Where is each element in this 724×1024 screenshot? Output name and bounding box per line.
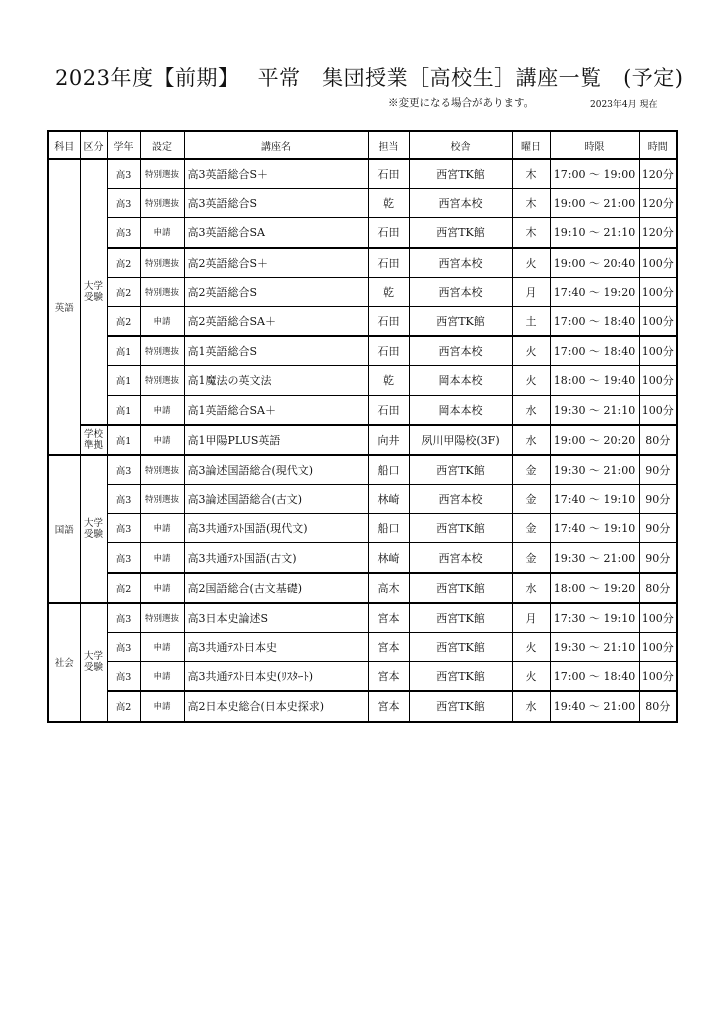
cell-school: 西宮本校 — [409, 277, 512, 306]
cell-setting: 申請 — [140, 573, 184, 603]
table-row — [48, 366, 677, 395]
cell-teacher: 林崎 — [368, 543, 409, 573]
cell-hours: 100分 — [639, 366, 677, 395]
course-table — [47, 130, 678, 723]
cell-hours: 90分 — [639, 514, 677, 543]
cell-hours: 80分 — [639, 691, 677, 721]
cell-school: 夙川甲陽校(3F) — [409, 425, 512, 455]
as-of-date: 2023年4月 現在 — [590, 100, 658, 110]
table-row — [48, 662, 677, 692]
cell-teacher: 宮本 — [368, 633, 409, 662]
cell-setting: 特別選抜 — [140, 366, 184, 395]
cell-subject: 国語 — [48, 455, 80, 603]
cell-grade: 高1 — [107, 366, 140, 395]
cell-hours: 80分 — [639, 425, 677, 455]
cell-school: 西宮TK館 — [409, 514, 512, 543]
cell-setting: 特別選抜 — [140, 603, 184, 633]
cell-school: 西宮TK館 — [409, 159, 512, 189]
cell-time: 17:40 ～ 19:10 — [550, 485, 639, 514]
table-row — [48, 395, 677, 425]
cell-hours: 90分 — [639, 485, 677, 514]
cell-teacher: 船口 — [368, 514, 409, 543]
cell-setting: 申請 — [140, 218, 184, 248]
cell-course-name: 高1英語総合S — [184, 336, 368, 366]
cell-hours: 90分 — [639, 455, 677, 485]
cell-day: 火 — [512, 366, 550, 395]
cell-school: 西宮TK館 — [409, 573, 512, 603]
table-row — [48, 306, 677, 336]
cell-course-name: 高3論述国語総合(古文) — [184, 485, 368, 514]
table-row — [48, 189, 677, 218]
cell-hours: 100分 — [639, 662, 677, 692]
cell-grade: 高1 — [107, 425, 140, 455]
cell-setting: 特別選抜 — [140, 189, 184, 218]
cell-school: 西宮本校 — [409, 248, 512, 278]
cell-hours: 100分 — [639, 633, 677, 662]
cell-setting: 申請 — [140, 633, 184, 662]
cell-grade: 高2 — [107, 691, 140, 721]
cell-school: 西宮TK館 — [409, 455, 512, 485]
cell-hours: 100分 — [639, 395, 677, 425]
cell-setting: 申請 — [140, 543, 184, 573]
col-header-time: 時限 — [550, 131, 639, 159]
cell-time: 17:00 ～ 18:40 — [550, 662, 639, 692]
cell-category: 大学受験 — [80, 603, 107, 722]
cell-teacher: 林崎 — [368, 485, 409, 514]
cell-setting: 申請 — [140, 395, 184, 425]
cell-grade: 高3 — [107, 455, 140, 485]
cell-course-name: 高2日本史総合(日本史探求) — [184, 691, 368, 721]
table-row — [48, 543, 677, 573]
col-header-school: 校舎 — [409, 131, 512, 159]
col-header-grade: 学年 — [107, 131, 140, 159]
cell-day: 火 — [512, 633, 550, 662]
table-row — [48, 573, 677, 603]
cell-setting: 申請 — [140, 662, 184, 692]
cell-school: 西宮TK館 — [409, 218, 512, 248]
cell-day: 火 — [512, 662, 550, 692]
cell-category: 大学受験 — [80, 159, 107, 425]
cell-school: 西宮本校 — [409, 189, 512, 218]
cell-hours: 90分 — [639, 543, 677, 573]
cell-school: 西宮本校 — [409, 543, 512, 573]
cell-hours: 100分 — [639, 277, 677, 306]
cell-course-name: 高3論述国語総合(現代文) — [184, 455, 368, 485]
cell-setting: 特別選抜 — [140, 248, 184, 278]
cell-hours: 100分 — [639, 603, 677, 633]
cell-time: 19:40 ～ 21:00 — [550, 691, 639, 721]
table-row — [48, 633, 677, 662]
table-row — [48, 159, 677, 189]
cell-time: 18:00 ～ 19:20 — [550, 573, 639, 603]
cell-hours: 100分 — [639, 306, 677, 336]
cell-setting: 特別選抜 — [140, 455, 184, 485]
cell-time: 18:00 ～ 19:40 — [550, 366, 639, 395]
cell-day: 月 — [512, 277, 550, 306]
cell-setting: 申請 — [140, 425, 184, 455]
cell-course-name: 高2英語総合S＋ — [184, 248, 368, 278]
col-header-hours: 時間 — [639, 131, 677, 159]
cell-teacher: 石田 — [368, 395, 409, 425]
cell-day: 水 — [512, 425, 550, 455]
cell-teacher: 宮本 — [368, 691, 409, 721]
table-row — [48, 277, 677, 306]
table-row — [48, 248, 677, 278]
cell-grade: 高2 — [107, 306, 140, 336]
cell-subject: 社会 — [48, 603, 80, 722]
cell-school: 西宮TK館 — [409, 662, 512, 692]
col-header-course-name: 講座名 — [184, 131, 368, 159]
cell-grade: 高2 — [107, 277, 140, 306]
cell-course-name: 高3英語総合S＋ — [184, 159, 368, 189]
cell-course-name: 高3共通ﾃｽﾄ国語(古文) — [184, 543, 368, 573]
cell-hours: 120分 — [639, 218, 677, 248]
cell-day: 水 — [512, 691, 550, 721]
cell-grade: 高2 — [107, 248, 140, 278]
cell-course-name: 高3共通ﾃｽﾄ日本史(ﾘｽﾀｰﾄ) — [184, 662, 368, 692]
cell-school: 西宮TK館 — [409, 603, 512, 633]
cell-day: 月 — [512, 603, 550, 633]
cell-grade: 高3 — [107, 189, 140, 218]
cell-teacher: 宮本 — [368, 603, 409, 633]
table-row — [48, 691, 677, 721]
cell-school: 西宮TK館 — [409, 691, 512, 721]
cell-teacher: 船口 — [368, 455, 409, 485]
cell-grade: 高3 — [107, 485, 140, 514]
cell-teacher: 高木 — [368, 573, 409, 603]
cell-course-name: 高3日本史論述S — [184, 603, 368, 633]
table-header-row — [48, 131, 677, 159]
cell-setting: 申請 — [140, 306, 184, 336]
cell-grade: 高1 — [107, 395, 140, 425]
cell-teacher: 石田 — [368, 336, 409, 366]
cell-course-name: 高1魔法の英文法 — [184, 366, 368, 395]
cell-teacher: 石田 — [368, 306, 409, 336]
cell-hours: 100分 — [639, 248, 677, 278]
col-header-day: 曜日 — [512, 131, 550, 159]
cell-teacher: 向井 — [368, 425, 409, 455]
cell-day: 木 — [512, 189, 550, 218]
page-title: 2023年度【前期】 平常 集団授業［高校生］講座一覧 (予定) — [55, 66, 684, 90]
cell-teacher: 石田 — [368, 248, 409, 278]
cell-course-name: 高3共通ﾃｽﾄ日本史 — [184, 633, 368, 662]
cell-day: 火 — [512, 248, 550, 278]
cell-hours: 120分 — [639, 189, 677, 218]
cell-day: 木 — [512, 218, 550, 248]
cell-school: 岡本本校 — [409, 395, 512, 425]
cell-grade: 高3 — [107, 514, 140, 543]
cell-day: 水 — [512, 573, 550, 603]
cell-school: 岡本本校 — [409, 366, 512, 395]
cell-course-name: 高1英語総合SA＋ — [184, 395, 368, 425]
cell-grade: 高3 — [107, 543, 140, 573]
col-header-teacher: 担当 — [368, 131, 409, 159]
cell-day: 火 — [512, 336, 550, 366]
cell-time: 19:30 ～ 21:00 — [550, 543, 639, 573]
cell-time: 19:00 ～ 21:00 — [550, 189, 639, 218]
cell-course-name: 高1甲陽PLUS英語 — [184, 425, 368, 455]
cell-grade: 高2 — [107, 573, 140, 603]
cell-course-name: 高2英語総合SA＋ — [184, 306, 368, 336]
cell-time: 17:00 ～ 18:40 — [550, 306, 639, 336]
cell-teacher: 乾 — [368, 366, 409, 395]
cell-school: 西宮本校 — [409, 485, 512, 514]
cell-school: 西宮TK館 — [409, 633, 512, 662]
cell-grade: 高3 — [107, 218, 140, 248]
table-row — [48, 514, 677, 543]
cell-teacher: 宮本 — [368, 662, 409, 692]
table-row — [48, 425, 677, 455]
cell-day: 金 — [512, 485, 550, 514]
cell-time: 19:30 ～ 21:00 — [550, 455, 639, 485]
table-row — [48, 603, 677, 633]
cell-time: 17:40 ～ 19:10 — [550, 514, 639, 543]
cell-school: 西宮本校 — [409, 336, 512, 366]
col-header-category: 区分 — [80, 131, 107, 159]
table-row — [48, 485, 677, 514]
cell-grade: 高3 — [107, 633, 140, 662]
cell-course-name: 高3英語総合S — [184, 189, 368, 218]
cell-grade: 高3 — [107, 159, 140, 189]
table-body — [48, 159, 677, 722]
cell-time: 17:40 ～ 19:20 — [550, 277, 639, 306]
cell-grade: 高1 — [107, 336, 140, 366]
cell-day: 木 — [512, 159, 550, 189]
table-row — [48, 336, 677, 366]
cell-setting: 特別選抜 — [140, 159, 184, 189]
cell-hours: 100分 — [639, 336, 677, 366]
cell-day: 金 — [512, 514, 550, 543]
cell-grade: 高3 — [107, 603, 140, 633]
cell-time: 17:30 ～ 19:10 — [550, 603, 639, 633]
cell-setting: 特別選抜 — [140, 485, 184, 514]
cell-time: 17:00 ～ 18:40 — [550, 336, 639, 366]
cell-teacher: 乾 — [368, 189, 409, 218]
cell-time: 19:30 ～ 21:10 — [550, 395, 639, 425]
cell-course-name: 高3英語総合SA — [184, 218, 368, 248]
cell-category: 学校準拠 — [80, 425, 107, 455]
cell-time: 19:30 ～ 21:10 — [550, 633, 639, 662]
cell-time: 19:00 ～ 20:20 — [550, 425, 639, 455]
cell-teacher: 石田 — [368, 159, 409, 189]
table-row — [48, 218, 677, 248]
cell-time: 19:10 ～ 21:10 — [550, 218, 639, 248]
cell-time: 17:00 ～ 19:00 — [550, 159, 639, 189]
col-header-subject: 科目 — [48, 131, 80, 159]
cell-setting: 申請 — [140, 691, 184, 721]
cell-course-name: 高2英語総合S — [184, 277, 368, 306]
cell-grade: 高3 — [107, 662, 140, 692]
cell-day: 金 — [512, 455, 550, 485]
cell-teacher: 石田 — [368, 218, 409, 248]
cell-teacher: 乾 — [368, 277, 409, 306]
cell-day: 土 — [512, 306, 550, 336]
cell-time: 19:00 ～ 20:40 — [550, 248, 639, 278]
cell-setting: 特別選抜 — [140, 336, 184, 366]
col-header-setting: 設定 — [140, 131, 184, 159]
cell-subject: 英語 — [48, 159, 80, 455]
cell-school: 西宮TK館 — [409, 306, 512, 336]
cell-course-name: 高3共通ﾃｽﾄ国語(現代文) — [184, 514, 368, 543]
cell-hours: 120分 — [639, 159, 677, 189]
change-note: ※変更になる場合があります。 — [388, 97, 535, 109]
cell-setting: 特別選抜 — [140, 277, 184, 306]
cell-day: 金 — [512, 543, 550, 573]
cell-course-name: 高2国語総合(古文基礎) — [184, 573, 368, 603]
cell-day: 水 — [512, 395, 550, 425]
cell-category: 大学受験 — [80, 455, 107, 603]
table-row — [48, 455, 677, 485]
cell-hours: 80分 — [639, 573, 677, 603]
cell-setting: 申請 — [140, 514, 184, 543]
